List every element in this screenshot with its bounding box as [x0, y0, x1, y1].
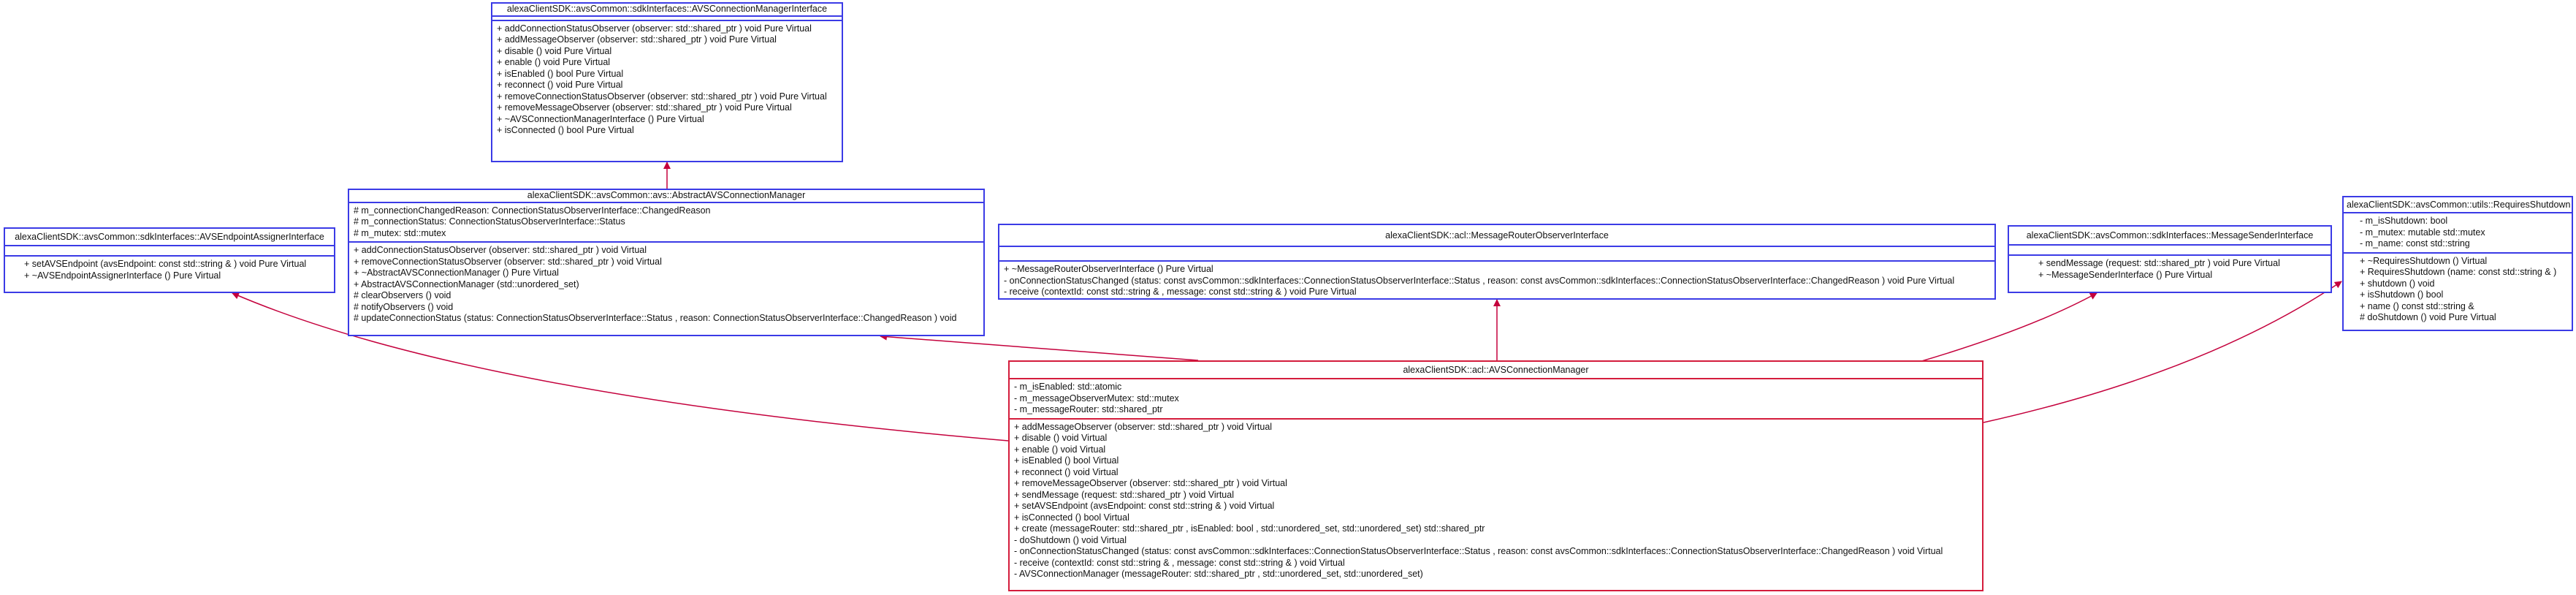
- method-line: + AbstractAVSConnectionManager (std::unordered_set): [354, 278, 579, 289]
- method-line: + reconnect () void Virtual: [1014, 466, 1119, 477]
- class-name: alexaClientSDK::acl::AVSConnectionManager: [1403, 365, 1589, 375]
- class-avs-endpoint-assigner-interface: [4, 227, 335, 293]
- attribute-line: - m_isEnabled: std::atomic: [1014, 382, 1122, 392]
- method-line: + addMessageObserver (observer: std::shared_ptr ) void Pure Virtual: [497, 34, 777, 45]
- method-line: - onConnectionStatusChanged (status: const avsCommon::sdkInterfaces::ConnectionStatusObserverInterface::Status , reason: const avsCommon::sdkInterfaces::ConnectionStatusObserverInterface::ChangedReason ) void Virtual: [1014, 546, 1943, 556]
- method-line: + isConnected () bool Pure Virtual: [497, 125, 634, 135]
- method-line: + sendMessage (request: std::shared_ptr ) void Pure Virtual: [2038, 258, 2280, 268]
- class-avs-connection-manager-interface: [491, 2, 843, 162]
- attribute-compartment: [2344, 212, 2572, 252]
- method-line: + removeMessageObserver (observer: std::shared_ptr ) void Virtual: [1014, 478, 1287, 488]
- method-line: + isConnected () bool Virtual: [1014, 512, 1129, 523]
- attribute-line: # m_mutex: std::mutex: [354, 227, 446, 238]
- class-requires-shutdown: [2342, 196, 2573, 331]
- method-line: + shutdown () void: [2360, 278, 2435, 289]
- method-line: - receive (contextId: const std::string & , message: const std::string & ) void Virtual: [1014, 557, 1345, 568]
- method-compartment: [2344, 252, 2572, 326]
- method-line: + isShutdown () bool: [2360, 289, 2444, 300]
- attribute-compartment: [999, 246, 1994, 260]
- attribute-line: - m_mutex: mutable std::mutex: [2360, 227, 2485, 238]
- attribute-line: - m_name: const std::string: [2360, 238, 2470, 249]
- attribute-compartment: [1010, 378, 1982, 418]
- method-line: + ~RequiresShutdown () Virtual: [2360, 255, 2488, 266]
- attribute-line: - m_messageRouter: std::shared_ptr: [1014, 404, 1163, 414]
- class-avs-connection-manager: [1008, 360, 1984, 591]
- method-line: + addConnectionStatusObserver (observer: std::shared_ptr ) void Pure Virtual: [497, 23, 812, 34]
- method-line: + reconnect () void Pure Virtual: [497, 80, 623, 90]
- method-line: # clearObservers () void: [354, 290, 451, 300]
- method-line: - AVSConnectionManager (messageRouter: std::shared_ptr , std::unordered_set, std::unordered_set): [1014, 569, 1423, 579]
- method-line: + addMessageObserver (observer: std::shared_ptr ) void Virtual: [1014, 421, 1273, 432]
- class-abstract-avs-connection-manager: [348, 189, 985, 336]
- method-line: + removeConnectionStatusObserver (observer: std::shared_ptr ) void Virtual: [354, 256, 662, 267]
- method-line: # notifyObservers () void: [354, 301, 454, 312]
- edge-manager-to-message-sender: [1919, 293, 2097, 362]
- method-line: + create (messageRouter: std::shared_ptr , isEnabled: bool , std::unordered_set, std::unordered_set) std::shared_ptr: [1014, 523, 1485, 534]
- method-line: + removeConnectionStatusObserver (observer: std::shared_ptr ) void Pure Virtual: [497, 91, 827, 102]
- attribute-compartment: [349, 202, 983, 242]
- method-line: # doShutdown () void Pure Virtual: [2360, 312, 2496, 322]
- attribute-line: - m_messageObserverMutex: std::mutex: [1014, 393, 1179, 403]
- method-line: - doShutdown () void Virtual: [1014, 534, 1127, 545]
- class-message-router-observer-interface: [998, 224, 1996, 300]
- method-compartment: [349, 241, 983, 327]
- method-line: + sendMessage (request: std::shared_ptr ) void Virtual: [1014, 489, 1234, 500]
- class-name: alexaClientSDK::avsCommon::sdkInterfaces::AVSEndpointAssignerInterface: [15, 232, 324, 242]
- method-line: + ~MessageSenderInterface () Pure Virtual: [2038, 269, 2213, 280]
- method-compartment: [1010, 418, 1982, 583]
- method-compartment: [2009, 254, 2331, 283]
- class-message-sender-interface: [2008, 225, 2332, 293]
- method-line: + enable () void Pure Virtual: [497, 57, 611, 67]
- method-line: + enable () void Virtual: [1014, 444, 1106, 455]
- edge-manager-to-requires-shutdown: [1984, 281, 2341, 422]
- method-line: + ~AbstractAVSConnectionManager () Pure Virtual: [354, 268, 559, 278]
- method-line: + disable () void Virtual: [1014, 433, 1108, 443]
- method-line: + setAVSEndpoint (avsEndpoint: const std::string & ) void Virtual: [1014, 501, 1275, 511]
- method-line: + isEnabled () bool Virtual: [1014, 455, 1119, 466]
- method-line: + removeMessageObserver (observer: std::shared_ptr ) void Pure Virtual: [497, 102, 792, 113]
- class-name: alexaClientSDK::acl::MessageRouterObserverInterface: [1385, 230, 1609, 240]
- method-line: - onConnectionStatusChanged (status: const avsCommon::sdkInterfaces::ConnectionStatusObserverInterface::Status , reason: const avsCommon::sdkInterfaces::ConnectionStatusObserverInterface::ChangedReason ) void Pure Virtual: [1004, 275, 1955, 286]
- method-line: + ~MessageRouterObserverInterface () Pure Virtual: [1004, 264, 1213, 274]
- attribute-compartment: [5, 245, 334, 255]
- method-line: + RequiresShutdown (name: const std::string & ): [2360, 267, 2557, 277]
- class-name: alexaClientSDK::avsCommon::sdkInterfaces::MessageSenderInterface: [2026, 230, 2314, 240]
- class-name: alexaClientSDK::avsCommon::sdkInterfaces::AVSConnectionManagerInterface: [506, 4, 828, 14]
- method-line: - receive (contextId: const std::string & , message: const std::string & ) void Pure Virtual: [1004, 287, 1357, 297]
- attribute-line: # m_connectionStatus: ConnectionStatusObserverInterface::Status: [354, 216, 625, 227]
- method-line: + ~AVSConnectionManagerInterface () Pure Virtual: [497, 113, 704, 124]
- method-compartment: [5, 255, 334, 284]
- method-compartment: [492, 20, 842, 139]
- class-name: alexaClientSDK::avsCommon::utils::RequiresShutdown: [2347, 200, 2571, 210]
- class-name: alexaClientSDK::avsCommon::avs::AbstractAVSConnectionManager: [527, 190, 806, 200]
- method-compartment: [999, 260, 1994, 300]
- method-line: + name () const std::string &: [2360, 300, 2474, 311]
- method-line: + disable () void Pure Virtual: [497, 45, 612, 56]
- attribute-line: # m_connectionChangedReason: ConnectionStatusObserverInterface::ChangedReason: [354, 205, 711, 216]
- method-line: + setAVSEndpoint (avsEndpoint: const std::string & ) void Pure Virtual: [24, 259, 307, 269]
- attribute-compartment: [2009, 244, 2331, 254]
- edge-manager-to-abstract: [880, 336, 1198, 360]
- method-line: + isEnabled () bool Pure Virtual: [497, 68, 624, 79]
- attribute-line: - m_isShutdown: bool: [2360, 216, 2448, 226]
- method-line: + ~AVSEndpointAssignerInterface () Pure Virtual: [24, 270, 221, 281]
- method-line: # updateConnectionStatus (status: ConnectionStatusObserverInterface::Status , reason: ConnectionStatusObserverInterface::ChangedReason ) void: [354, 313, 957, 323]
- method-line: + addConnectionStatusObserver (observer: std::shared_ptr ) void Virtual: [354, 245, 647, 255]
